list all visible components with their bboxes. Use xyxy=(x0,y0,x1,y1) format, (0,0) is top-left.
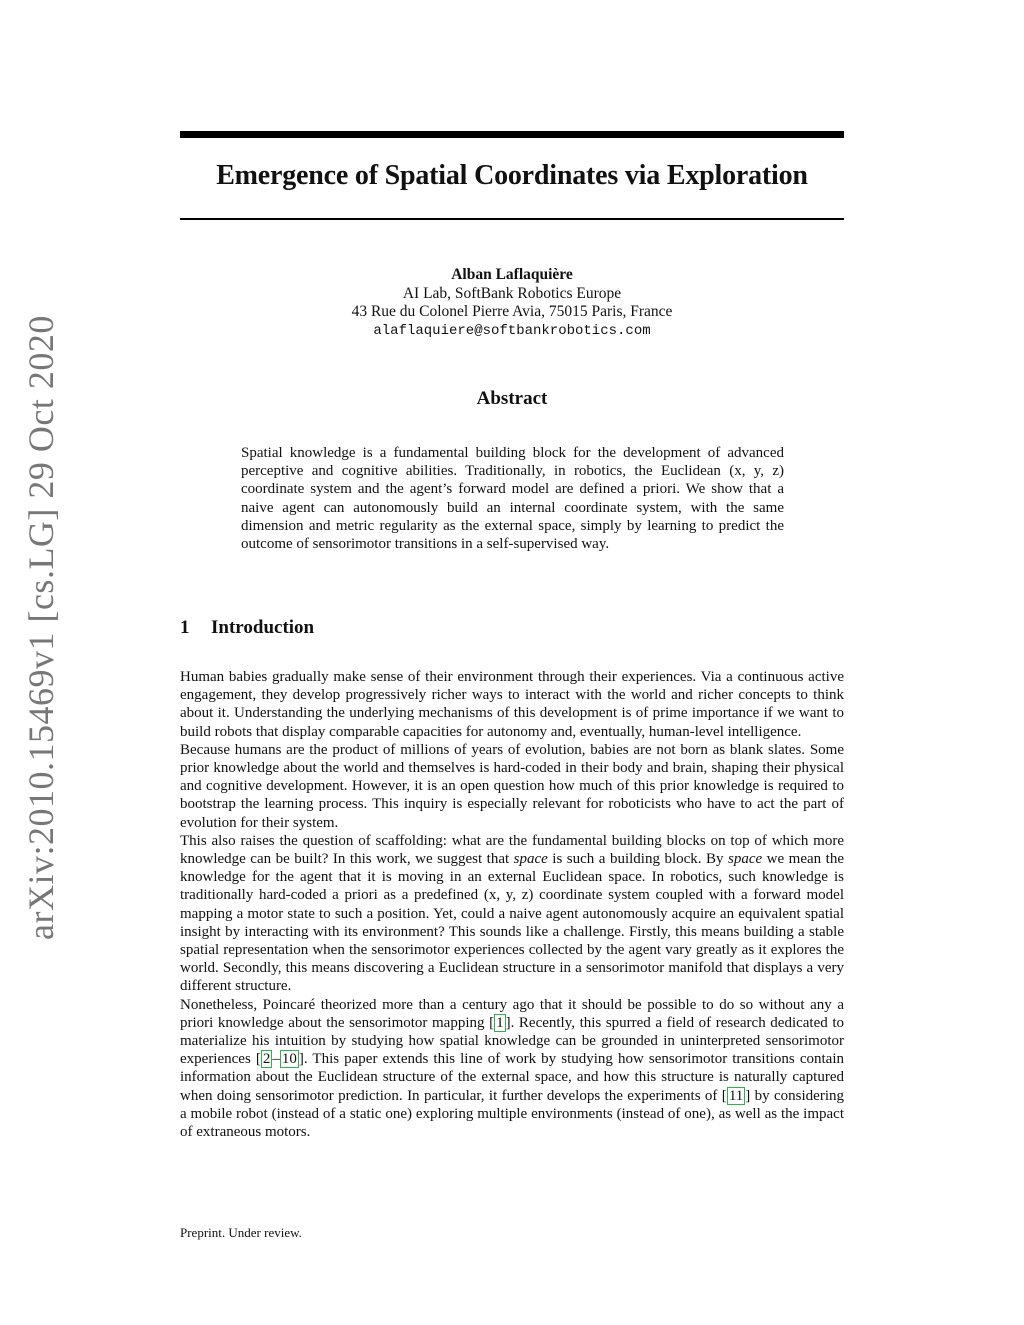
intro-p3-text-a: This also raises the question of scaffolding: what are the fundamental building blocks on top of which more knowledge can be built? In this work, we suggest that xyxy=(180,832,844,868)
intro-p4-text-d: ] by considering a mobile robot (instead of a static one) exploring multiple environments (instead of one), as well as the impact of extraneous motors. xyxy=(180,1087,845,1141)
intro-p4-text-b: ]. Recently, this spurred a field of research dedicated to materialize his intuition by studying how spatial knowledge can be grounded in uninterpreted sensorimotor experiences [ xyxy=(180,1014,844,1068)
citation-link[interactable]: 11 xyxy=(728,1087,744,1104)
citation-range-dash: – xyxy=(272,1051,280,1068)
abstract-text: Spatial knowledge is a fundamental building block for the development of advanced perceptive and cognitive abilities. Traditionally, in robotics, the Euclidean (x, y, z) coordinate system and the agent’s forward model are defined a priori. We show that a naive agent can autonomously build an internal coordinate system, with the same dimension and metric regularity as the external space, simply by learning to predict the outcome of sensorimotor transitions in a self-supervised way. xyxy=(241,445,784,553)
arxiv-identifier: arXiv:2010.15469v1 [cs.LG] 29 Oct 2020 xyxy=(21,315,61,940)
intro-paragraph-1: Human babies gradually make sense of their environment through their experiences. Via a continuous active engagement, they develop progressively richer ways to interact with the world and richer concepts to think about it. Understanding the underlying mechanisms of this development is of prime importance if we want to build robots that display comparable capacities for autonomy and, eventually, human-level intelligence. xyxy=(180,669,844,740)
footer-note: Preprint. Under review. xyxy=(180,1225,302,1240)
citation-link[interactable]: 2 xyxy=(262,1051,271,1068)
citation-link[interactable]: 10 xyxy=(281,1051,297,1068)
author-email[interactable]: alaflaquiere@softbankrobotics.com xyxy=(373,322,651,339)
intro-p4-text-a: Nonetheless, Poincaré theorized more than a century ago that it should be possible to do so without any a priori knowledge about the sensorimotor mapping [ xyxy=(180,996,844,1031)
intro-p4-text-c: ]. This paper extends this line of work by studying how sensorimotor transitions contain information about the Euclidean structure of the external space, and how this structure is naturally captured when doing sensorimotor prediction. In particular, it further develops the experiments of [ xyxy=(180,1051,844,1104)
section-number: 1 xyxy=(180,617,190,638)
abstract-heading: Abstract xyxy=(476,388,548,409)
author-affiliation: AI Lab, SoftBank Robotics Europe xyxy=(402,284,622,302)
author-address: 43 Rue du Colonel Pierre Avia, 75015 Paris, France xyxy=(351,303,673,320)
title-top-rule xyxy=(180,131,844,138)
intro-paragraph-3 xyxy=(180,832,844,996)
intro-paragraph-4 xyxy=(180,996,844,1142)
author-block xyxy=(180,266,844,340)
intro-paragraph-2: Because humans are the product of millions of years of evolution, babies are not born as blank slates. Some prior knowledge about the world and themselves is hard-coded in their body and brain, shaping their physical and cognitive development. However, it is an open question how much of this prior knowledge is required to bootstrap the learning process. This inquiry is especially relevant for roboticists who have to act the part of evolution for their system. xyxy=(180,741,844,831)
section-title: Introduction xyxy=(211,617,315,638)
citation-link[interactable]: 1 xyxy=(496,1014,504,1031)
paper-title: Emergence of Spatial Coordinates via Exploration xyxy=(216,160,808,191)
intro-p3-text-c: we mean the knowledge for the agent that it is moving in an external Euclidean space. In robotics, such knowledge is traditionally hard-coded a priori as a predefined (x, y, z) coordinate system coupled with a forward model mapping a motor state to such a position. Yet, could a naive agent autonomously acquire an equivalent spatial insight by interacting with its environment? This sounds like a challenge. Firstly, this means building a stable spatial representation when the sensorimotor experiences collected by the agent vary greatly as it explores the world. Secondly, this means discovering a Euclidean structure in a sensorimotor manifold that displays a very different structure. xyxy=(180,851,844,995)
emphasis-space: space xyxy=(513,851,548,868)
author-name: Alban Laflaquière xyxy=(451,266,573,283)
title-bottom-rule xyxy=(180,218,844,220)
section-heading xyxy=(180,617,314,639)
emphasis-space: space xyxy=(728,851,763,868)
introduction-body xyxy=(180,668,844,1141)
intro-p3-text-b: is such a building block. By xyxy=(547,851,729,868)
